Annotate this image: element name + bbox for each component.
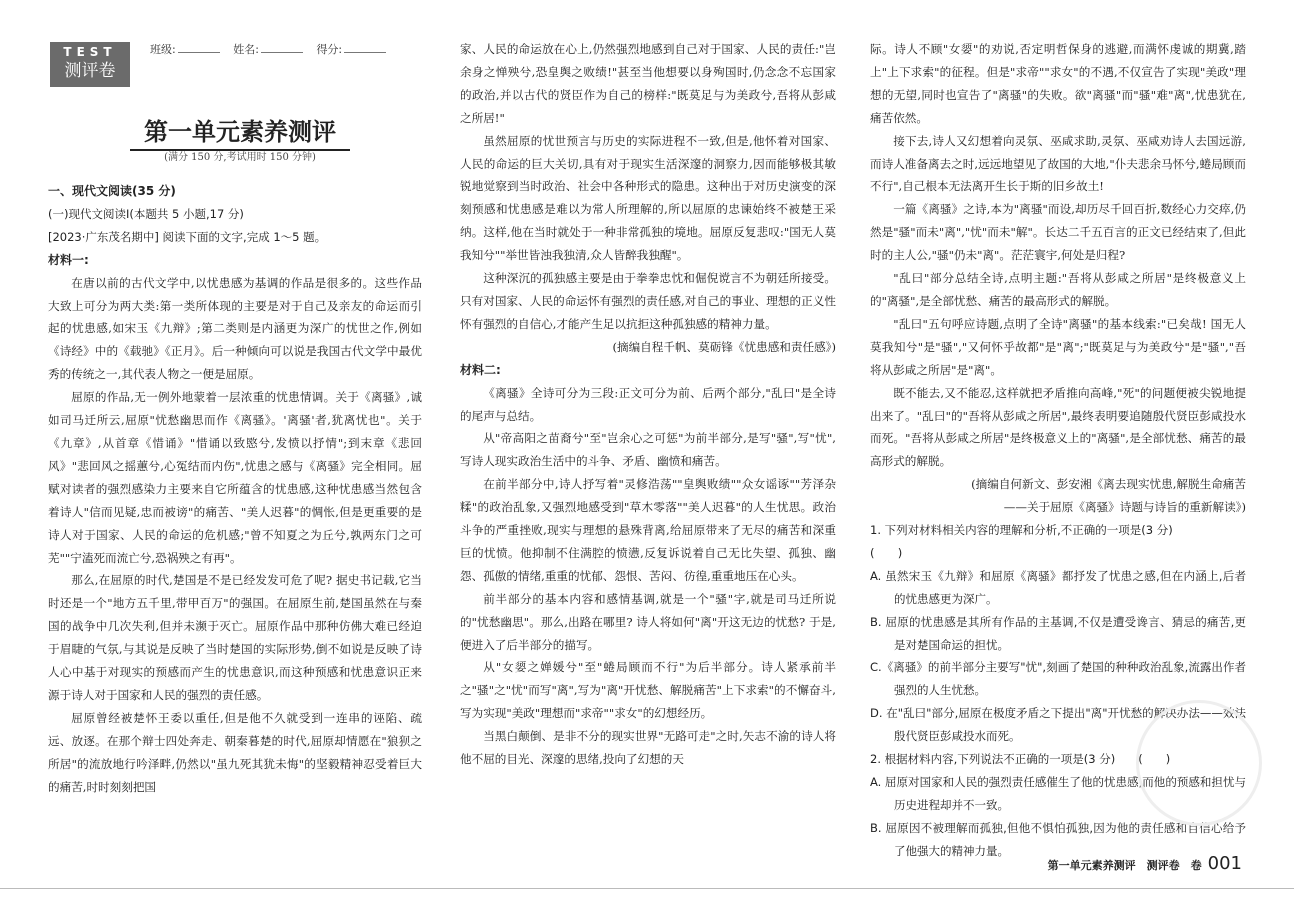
paragraph: 从"女媭之婵媛兮"至"蜷局顾而不行"为后半部分。诗人紧承前半之"骚"之"忧"而写"离",写为"离"开忧愁、解脱痛苦"上下求索"的不懈奋斗,写为实现"美政"理想而"求帝""求女"的幻想经历。	[460, 660, 836, 721]
paragraph: 一篇《离骚》之诗,本为"离骚"而设,却历尽千回百折,数经心力交瘁,仍然是"骚"而未"离","忧"而未"解"。长达二千五百言的正文已经结束了,但此时的主人公,"骚"仍未"离"。茫茫寰宇,何处是归程?	[870, 202, 1246, 263]
name-label: 姓名:	[233, 43, 259, 56]
page-title: 第一单元素养测评	[130, 112, 350, 151]
score-field[interactable]	[316, 41, 386, 57]
answer-blank[interactable]: ( )	[870, 545, 903, 560]
page-number: 001	[1207, 853, 1242, 874]
class-label: 班级:	[150, 43, 176, 56]
bottom-divider	[0, 888, 1294, 889]
paragraph: 际。诗人不顾"女媭"的劝说,否定明哲保身的逃避,而满怀虔诚的期冀,踏上"上下求索"的征程。但是"求帝""求女"的不遇,不仅宣告了实现"美政"理想的无望,同时也宣告了"离骚"的失败。欲"离骚"而"骚"难"离",忧患犹在,痛苦依然。	[870, 42, 1246, 125]
test-badge	[50, 42, 130, 87]
paragraph: 在唐以前的古代文学中,以忧患感为基调的作品是很多的。这些作品大致上可分为两大类:第一类所体现的主要是对于自己及亲友的命运而引起的忧患感,如宋玉《九辩》;第二类则是内涵更为深广的忧世之作,例如《诗经》中的《载驰》《正月》。后一种倾向可以说是我国古代文学中最优秀的传统之一,其代表人物之一便是屈原。	[48, 275, 422, 382]
question-2-option-b[interactable]: B. 屈原因不被理解而孤独,但他不惧怕孤独,因为他的责任感和自信心给予了他强大的精神力量。	[870, 820, 1246, 858]
score-label: 得分:	[316, 43, 343, 56]
source-citation-subtitle: ——关于屈原《离骚》诗题与诗旨的重新解读》)	[1003, 500, 1246, 515]
question-2-option-a[interactable]: A. 屈原对国家和人民的强烈责任感催生了他的忧患感,而他的预感和担忧与历史进程却并不一致。	[870, 775, 1246, 812]
section-heading: 一、现代文阅读(35 分)	[48, 184, 176, 198]
paragraph: 虽然屈原的忧世预言与历史的实际进程不一致,但是,他怀着对国家、人民的命运的巨大关切,具有对于现实生活深邃的洞察力,因而能够极其敏锐地觉察到当时政治、社会中各种形式的隐患。这种出于对历史演变的深刻预感和忧患感是难以为常人所理解的,所以屈原的忠谏始终不被楚王采纳。这样,他在当时就处于一种非常孤独的境地。屈原反复悲叹:"国无人莫我知兮""举世皆浊我独清,众人皆醉我独醒"。	[460, 133, 836, 263]
source-citation: (摘编自何新文、彭安湘《离去现实忧患,解脱生命痛苦	[971, 477, 1246, 492]
paragraph: 前半部分的基本内容和感情基调,就是一个"骚"字,就是司马迁所说的"忧愁幽思"。那么,出路在哪里? 诗人将如何"离"开这无边的忧愁? 于是,便进入了后半部分的描写。	[460, 591, 836, 652]
student-info-fields	[150, 41, 396, 57]
name-field[interactable]	[233, 41, 303, 57]
class-field[interactable]	[150, 41, 220, 57]
question-1-option-b[interactable]: B. 屈原的忧患感是其所有作品的主基调,不仅是遭受谗言、猜忌的痛苦,更是对楚国命运的担忧。	[870, 614, 1246, 652]
source-citation: (摘编自程千帆、莫砺锋《忧患感和责任感》)	[612, 339, 836, 354]
badge-top-text: TEST	[63, 45, 117, 59]
paragraph: 在前半部分中,诗人抒写着"灵修浩荡""皇舆败绩""众女谣诼""芳泽杂糅"的政治乱象,又强烈地感受到"草木零落""美人迟暮"的人生忧思。政治斗争的严重挫败,现实与理想的悬殊背离,给屈原带来了无尽的痛苦和深重巨的忧愤。他抑制不住满腔的愤懑,反复诉说着自己无比失望、孤独、幽怨、孤傲的情绪,重重的忧郁、怨恨、苦闷、彷徨,重重地压在心头。	[460, 477, 836, 583]
paragraph: 当黑白颠倒、是非不分的现实世界"无路可走"之时,矢志不渝的诗人将他不屈的目光、深邃的思绪,投向了幻想的天	[460, 729, 836, 767]
instruction-text: [2023·广东茂名期中] 阅读下面的文字,完成 1～5 题。	[48, 229, 327, 244]
paragraph: "乱曰"部分总结全诗,点明主题:"吾将从彭咸之所居"是终极意义上的"离骚",是全部忧愁、痛苦的最高形式的解脱。	[870, 271, 1246, 308]
material-heading: 材料一:	[48, 252, 89, 267]
subsection-heading: (一)现代文阅读Ⅰ(本题共 5 小题,17 分)	[48, 206, 244, 221]
paragraph: 屈原曾经被楚怀王委以重任,但是他不久就受到一连串的诬陷、疏远、放逐。在那个辩士四处奔走、朝秦暮楚的时代,屈原却情愿在"狼狈之所居"的流放地行吟泽畔,仍然以"虽九死其犹未悔"的坚毅精神忍受着巨大的痛苦,时时刻刻把国	[48, 710, 422, 794]
badge-bottom-text: 测评卷	[64, 61, 116, 81]
paragraph: 从"帝高阳之苗裔兮"至"岂余心之可惩"为前半部分,是写"骚",写"忧",写诗人现实政治生活中的斗争、矛盾、幽愤和痛苦。	[460, 431, 836, 469]
page-subtitle: (满分 150 分,考试用时 150 分钟)	[164, 152, 316, 163]
column-2	[460, 38, 836, 771]
paragraph: 那么,在屈原的时代,楚国是不是已经发发可危了呢? 据史书记载,它当时还是一个"地方五千里,带甲百万"的强国。在屈原生前,楚国虽然在与秦国的战争中几次失利,但并未濒于灭亡。屈原作品中那种仿佛大难已经迫于眉睫的气氛,与其说是反映了当时楚国的实际形势,倒不如说是反映了诗人心中基于对现实的预感而产生的忧患意识,而这种预感和忧患意识正来源于诗人对于国家和人民的强烈的责任感。	[48, 573, 422, 702]
paragraph: "乱曰"五句呼应诗题,点明了全诗"离骚"的基本线索:"已矣哉! 国无人莫我知兮"是"骚","又何怀乎故都"是"离";"既莫足与为美政兮"是"骚","吾将从彭咸之所居"是"离"。	[870, 316, 1246, 377]
paragraph: 家、人民的命运放在心上,仍然强烈地感到自己对于国家、人民的责任:"岂余身之惮殃兮,恐皇舆之败绩!"甚至当他想要以身殉国时,仍念念不忘国家的政治,并以古代的贤臣作为自己的榜样:"既莫足与为美政兮,吾将从彭咸之所居!"	[460, 42, 836, 125]
question-1-stem: 1. 下列对材料相关内容的理解和分析,不正确的一项是(3 分)	[870, 523, 1173, 538]
question-2-stem: 2. 根据材料内容,下列说法不正确的一项是(3 分) ( )	[870, 752, 1171, 767]
paragraph: 接下去,诗人又幻想着向灵氛、巫咸求助,灵氛、巫咸劝诗人去国远游,而诗人准备离去之时,远远地望见了故国的大地,"仆夫悲余马怀兮,蜷局顾而不行",自己根本无法离开生长于斯的旧乡故土!	[870, 133, 1246, 194]
question-1-option-a[interactable]: A. 虽然宋玉《九辩》和屈原《离骚》都抒发了忧患之感,但在内涵上,后者的忧患感更为深广。	[870, 568, 1246, 606]
paragraph: 既不能去,又不能忍,这样就把矛盾推向高峰,"死"的问题便被尖锐地提出来了。"乱曰"的"吾将从彭咸之所居",最终表明要追随殷代贤臣彭咸投水而死。"吾将从彭咸之所居"是终极意义上的"离骚",是全部忧愁、痛苦的最高形式的解脱。	[870, 385, 1246, 469]
paragraph: 这种深沉的孤独感主要是由于拳拳忠忱和倔倪谠言不为朝廷所接受。只有对国家、人民的命运怀有强烈的责任感,对自己的事业、理想的正义性怀有强烈的自信心,才能产生足以抗拒这种孤独感的精神力量。	[460, 271, 836, 331]
material-heading: 材料二:	[460, 362, 501, 377]
paragraph: 屈原的作品,无一例外地蒙着一层浓重的忧患情调。关于《离骚》,诚如司马迁所云,屈原"忧愁幽思而作《离骚》。'离骚'者,犹离忧也"。关于《九章》,从首章《惜诵》"惜诵以致愍兮,发愤以抒情";到末章《悲回风》"悲回风之摇蕙兮,心冤结而内伤",忧患之感与《离骚》完全相同。屈赋对读者的强烈感染力主要来自它所蕴含的忧患感,这种忧患感当然包含着诗人"信而见疑,忠而被谤"的痛苦、"美人迟暮"的惆怅,但是更重要的是诗人对于国家、人民的命运的危机感;"曾不知夏之为丘兮,孰两东门之可芜""宁溘死而流亡兮,恐祸殃之有再"。	[48, 390, 422, 565]
question-1-option-c[interactable]: C.《离骚》的前半部分主要写"忧",刻画了楚国的种种政治乱象,流露出作者强烈的人生忧愁。	[870, 660, 1246, 698]
question-1-option-d[interactable]: D. 在"乱曰"部分,屈原在极度矛盾之下提出"离"开忧愁的解决办法——效法殷代贤臣彭咸投水而死。	[870, 706, 1246, 744]
footer-label: 第一单元素养测评 测评卷 卷	[1047, 859, 1202, 872]
watermark-seal	[1136, 700, 1262, 826]
column-1	[48, 180, 422, 798]
page-footer	[1048, 853, 1242, 874]
paragraph: 《离骚》全诗可分为三段:正文可分为前、后两个部分,"乱曰"是全诗的尾声与总结。	[460, 385, 836, 423]
